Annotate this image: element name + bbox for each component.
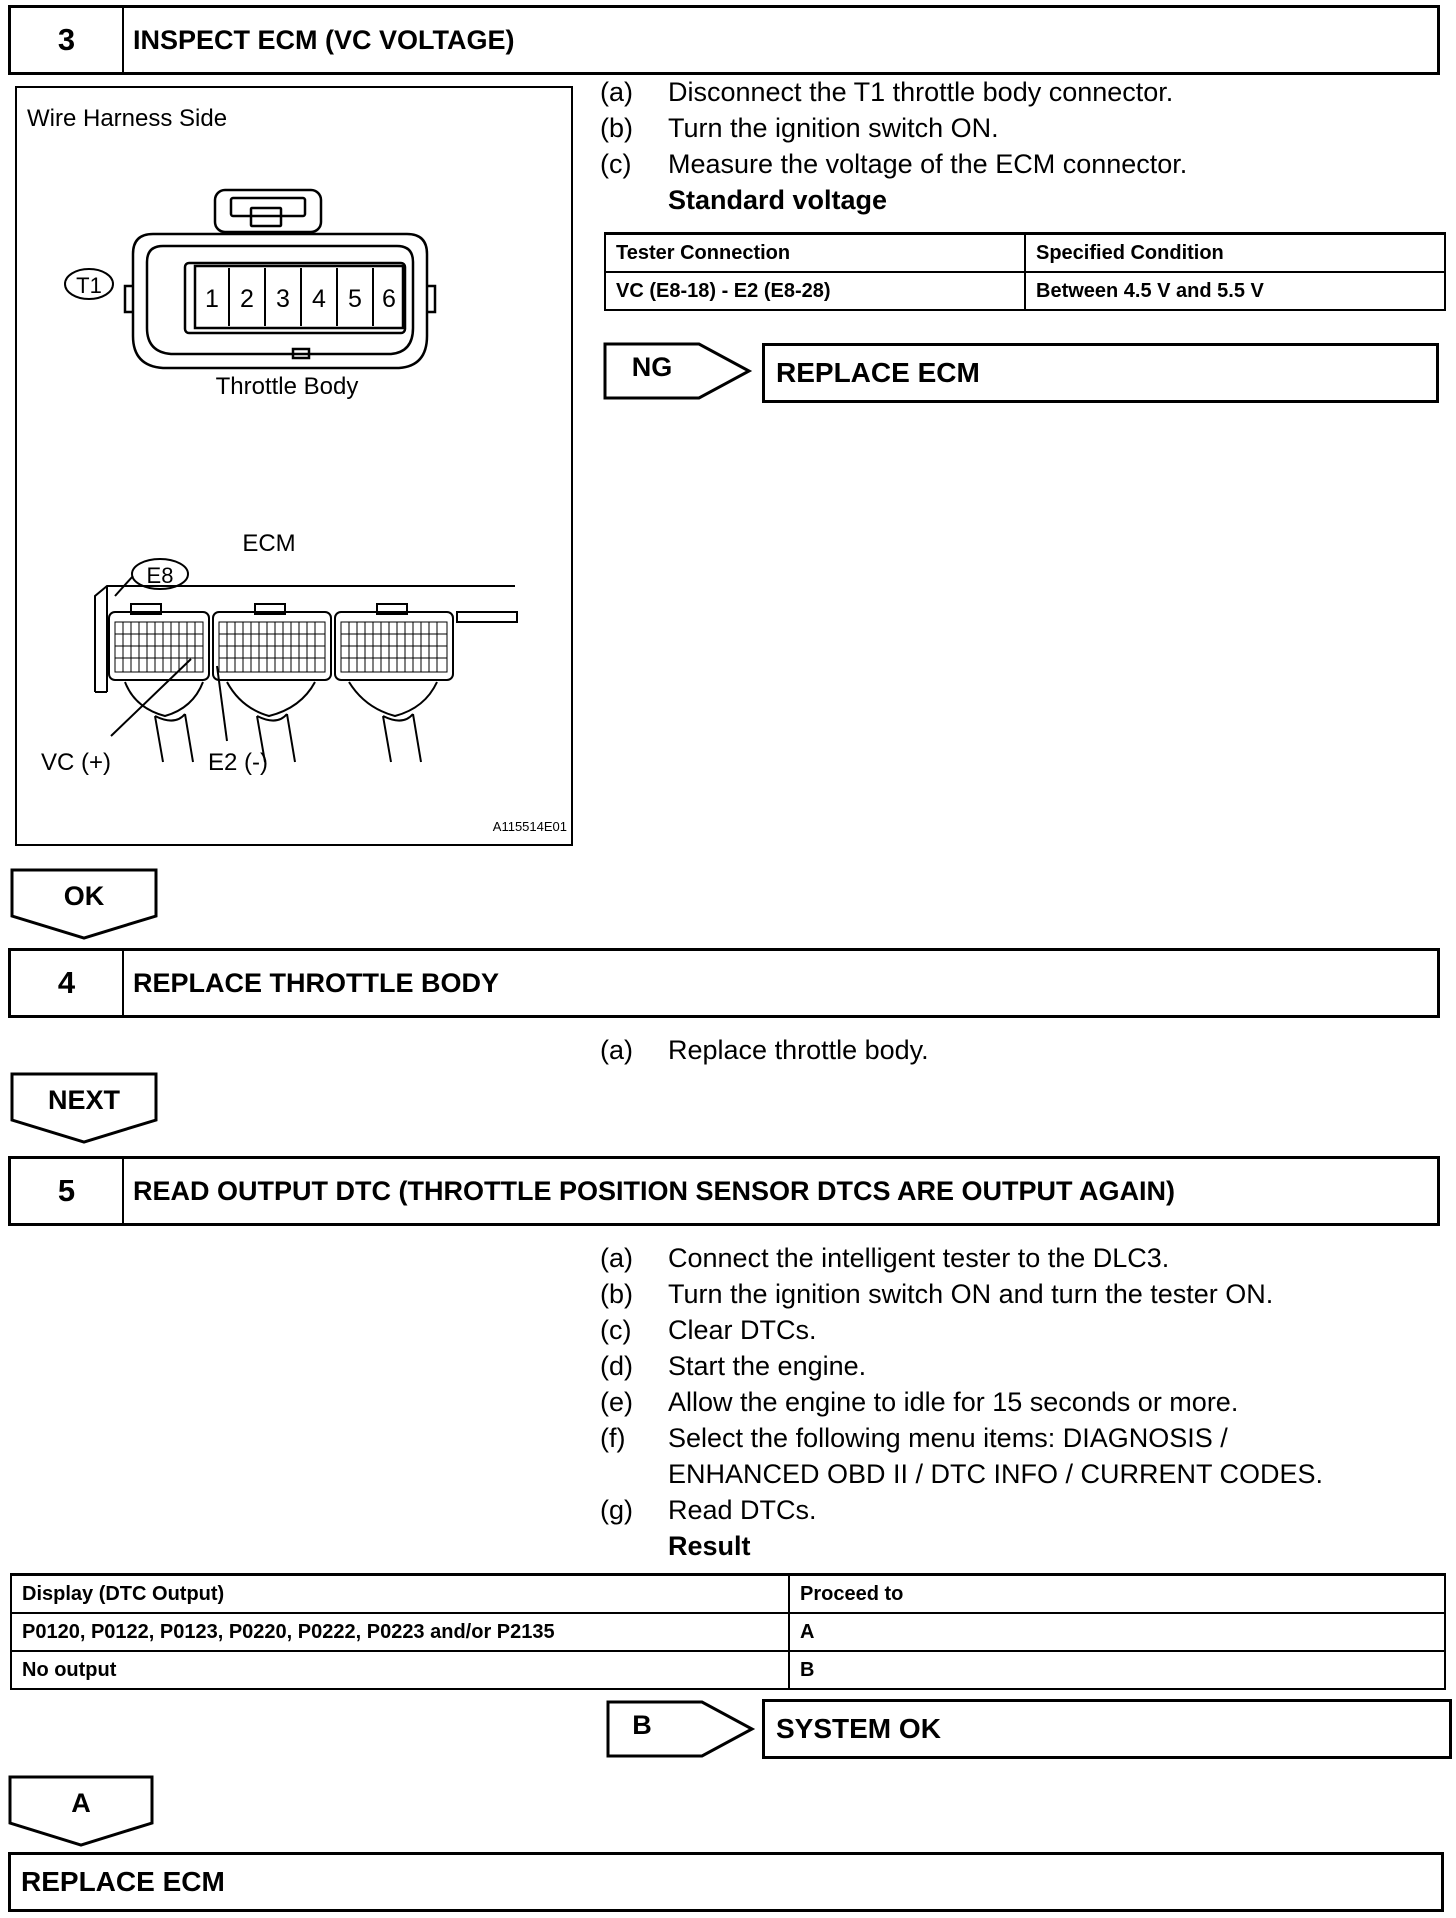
instruction-item: (a) Disconnect the T1 throttle body connector.	[600, 77, 1174, 107]
instruction-item: (b) Turn the ignition switch ON and turn the tester ON.	[600, 1279, 1274, 1309]
ecm-label: ECM	[242, 530, 296, 557]
table-row	[11, 1651, 1445, 1689]
instruction-item: (d) Start the engine.	[600, 1351, 867, 1381]
instruction-item: (f) Select the following menu items: DIAGNOSIS /	[600, 1423, 1228, 1453]
table-header: Tester Connection	[605, 234, 1025, 273]
pin-5: 5	[348, 285, 362, 313]
ng-label: NG	[631, 352, 673, 382]
table-cell: A	[789, 1613, 1445, 1651]
step5-instructions	[600, 1240, 1323, 1564]
step-number: 3	[11, 8, 124, 72]
step3-instructions	[600, 74, 1187, 218]
step-number: 4	[11, 951, 124, 1015]
throttle-body-label: Throttle Body	[215, 373, 359, 400]
instruction-item: (c) Measure the voltage of the ECM connector.	[600, 149, 1188, 179]
b-label: B	[632, 1710, 652, 1740]
table-cell: No output	[11, 1651, 789, 1689]
harness-side-label: Wire Harness Side	[27, 105, 228, 132]
vc-plus-label: VC (+)	[41, 749, 112, 776]
table-header: Proceed to	[789, 1575, 1445, 1614]
instruction-item: ENHANCED OBD II / DTC INFO / CURRENT CODES.	[668, 1459, 1324, 1489]
next-label: NEXT	[47, 1085, 120, 1115]
table-cell: Between 4.5 V and 5.5 V	[1025, 272, 1445, 310]
table-header-row	[605, 234, 1445, 273]
instruction-item: (a) Replace throttle body.	[600, 1035, 929, 1065]
table-cell: VC (E8-18) - E2 (E8-28)	[605, 272, 1025, 310]
ecm-connector	[95, 586, 517, 692]
step-4-header	[8, 948, 1440, 1018]
step-title: REPLACE THROTTLE BODY	[133, 967, 500, 998]
ok-label: OK	[63, 881, 105, 911]
ecm-wire-bundles	[125, 682, 437, 762]
pin-6: 6	[382, 285, 396, 313]
result-heading: Result	[668, 1531, 751, 1561]
table-row	[11, 1613, 1445, 1651]
wiring-figure	[15, 86, 573, 846]
b-result-box: SYSTEM OK	[762, 1699, 1452, 1759]
pin-4: 4	[312, 285, 326, 313]
instruction-item: (a) Connect the intelligent tester to the DLC3.	[600, 1243, 1170, 1273]
result-table	[10, 1573, 1446, 1690]
step-5-header	[8, 1156, 1440, 1226]
table-row	[605, 272, 1445, 310]
instruction-item: (e) Allow the engine to idle for 15 seconds or more.	[600, 1387, 1239, 1417]
pin-3: 3	[276, 285, 290, 313]
instruction-item: (b) Turn the ignition switch ON.	[600, 113, 999, 143]
e2-minus-label: E2 (-)	[208, 749, 268, 776]
instruction-item: (g) Read DTCs.	[600, 1495, 817, 1525]
pin-1: 1	[205, 285, 219, 313]
ecm-pin-grid	[115, 622, 447, 672]
instruction-item: (c) Clear DTCs.	[600, 1315, 817, 1345]
throttle-body-connector	[125, 190, 435, 368]
table-header: Specified Condition	[1025, 234, 1445, 273]
e8-tag: E8	[146, 563, 174, 588]
t1-tag: T1	[76, 273, 102, 298]
a-label: A	[71, 1788, 91, 1818]
standard-voltage-heading: Standard voltage	[668, 185, 888, 215]
table-header: Display (DTC Output)	[11, 1575, 789, 1614]
table-cell: P0120, P0122, P0123, P0220, P0222, P0223 and/or P2135	[11, 1613, 789, 1651]
step4-instructions	[600, 1032, 929, 1068]
table-cell: B	[789, 1651, 1445, 1689]
table-header-row	[11, 1575, 1445, 1614]
ng-result-box: REPLACE ECM	[762, 343, 1439, 403]
step-number: 5	[11, 1159, 124, 1223]
step-title: INSPECT ECM (VC VOLTAGE)	[133, 24, 515, 55]
step-title: READ OUTPUT DTC (THROTTLE POSITION SENSOR DTCS ARE OUTPUT AGAIN)	[133, 1175, 1175, 1206]
a-result-box: REPLACE ECM	[8, 1852, 1444, 1912]
pin-2: 2	[240, 285, 254, 313]
standard-voltage-table	[604, 232, 1446, 311]
step-3-header	[8, 5, 1440, 75]
figure-id: A115514E01	[492, 819, 567, 834]
